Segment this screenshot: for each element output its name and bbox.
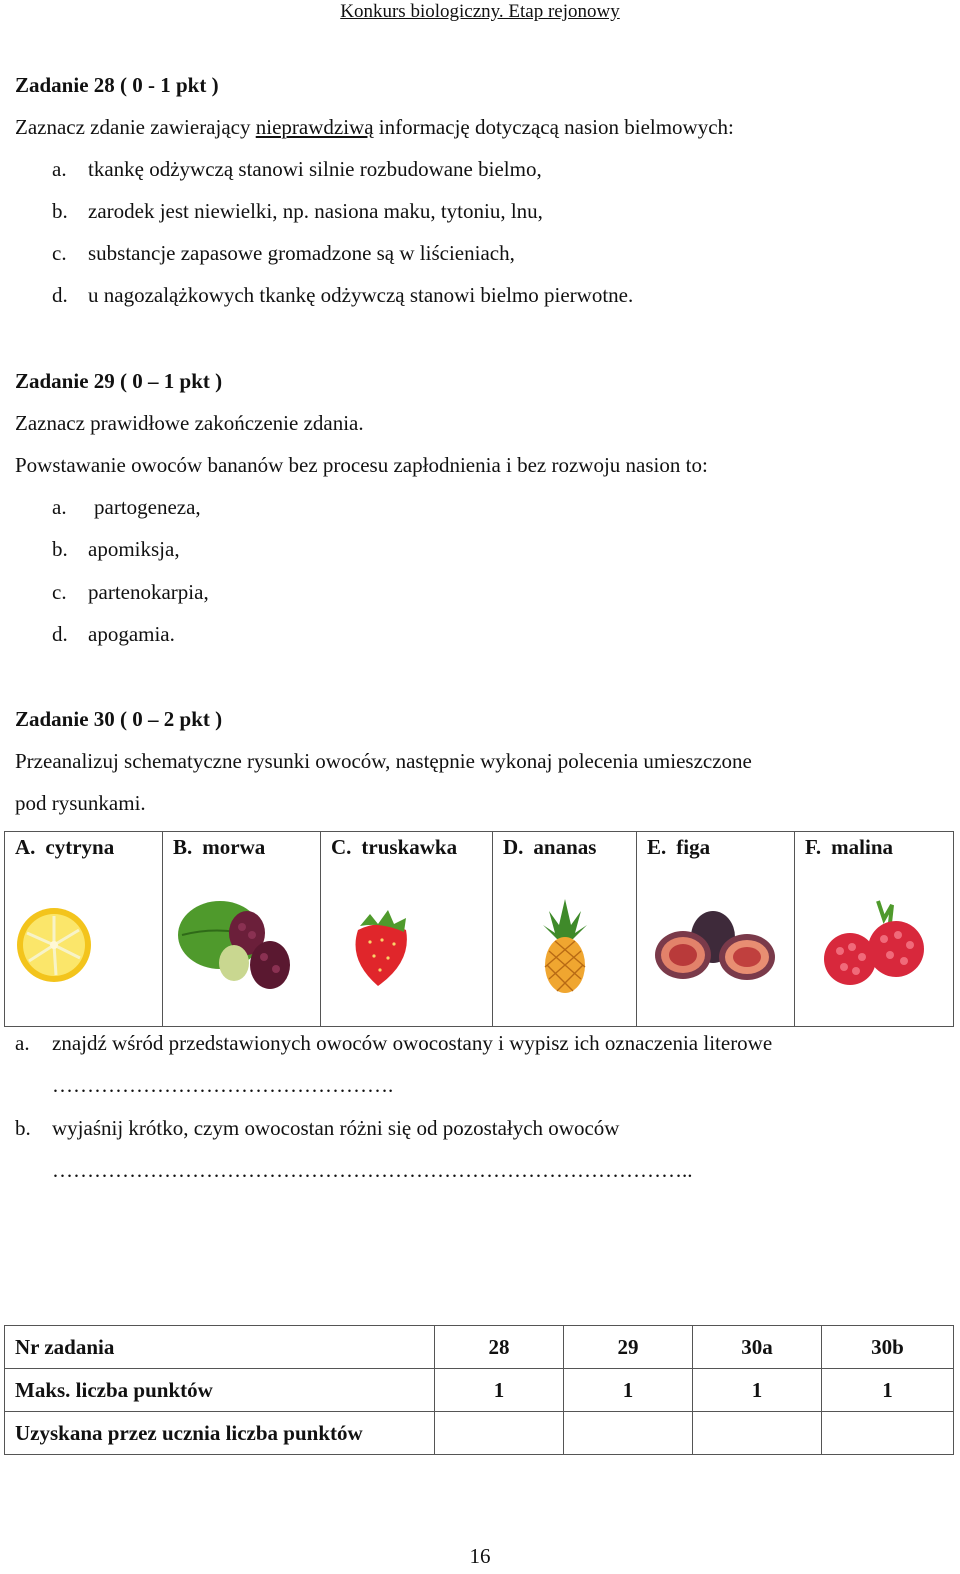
fruit-cell-c (321, 832, 493, 1027)
table-cell: 1 (564, 1369, 693, 1412)
table-cell: Uzyskana przez ucznia liczba punktów (5, 1412, 435, 1455)
table-cell: 1 (822, 1369, 954, 1412)
task-30-question-b (15, 1116, 619, 1141)
option-letter: b. (52, 537, 68, 561)
task-28-option-d[interactable] (52, 283, 633, 308)
table-cell: Maks. liczba punktów (5, 1369, 435, 1412)
option-text: partogeneza, (94, 495, 201, 519)
fruit-cell-f (795, 832, 954, 1027)
fruit-name: morwa (202, 835, 266, 859)
task-29-option-c[interactable] (52, 580, 209, 605)
task-28-option-b[interactable] (52, 199, 543, 224)
fruit-label (5, 832, 162, 860)
fruit-label (321, 832, 492, 860)
raspberry-icon (795, 890, 953, 1000)
fruit-label (637, 832, 794, 860)
task-29-option-b[interactable] (52, 537, 180, 562)
fruit-cell-a (5, 832, 163, 1027)
option-letter: d. (52, 622, 68, 646)
fruit-name: cytryna (45, 835, 115, 859)
fruits-table (4, 831, 954, 1027)
option-text: zarodek jest niewielki, np. nasiona maku, tytoniu, lnu, (88, 199, 543, 223)
page-number: 16 (469, 1544, 491, 1568)
fruit-letter: C. (331, 835, 352, 859)
prompt-text: Zaznacz zdanie zawierający (15, 115, 256, 139)
task-29-option-a[interactable] (52, 495, 201, 520)
table-row (5, 1412, 954, 1455)
pineapple-icon (493, 890, 636, 1000)
task-28-option-c[interactable] (52, 241, 515, 266)
option-letter: b. (52, 199, 68, 223)
lemon-icon (0, 890, 162, 1000)
option-letter: c. (52, 241, 67, 265)
prompt-underlined: nieprawdziwą (255, 115, 374, 139)
header-text: Konkurs biologiczny. Etap rejonowy (340, 1, 620, 22)
task-30-title: Zadanie 30 ( 0 – 2 pkt ) (15, 707, 223, 731)
task-30-line-1: Przeanalizuj schematyczne rysunki owoców, następnie wykonaj polecenia umieszczone (15, 749, 752, 773)
score-table (4, 1325, 954, 1455)
score-input-30a[interactable] (693, 1412, 822, 1455)
table-cell: 28 (435, 1326, 564, 1369)
strawberry-icon (271, 890, 492, 1000)
question-text: znajdź wśród przedstawionych owoców owocostany i wypisz ich oznaczenia literowe (52, 1031, 773, 1055)
task-28-option-a[interactable] (52, 157, 542, 182)
fruit-cell-d (493, 832, 637, 1027)
fruit-letter: A. (15, 835, 36, 859)
question-text: wyjaśnij krótko, czym owocostan różni się od pozostałych owoców (52, 1116, 620, 1140)
option-text: partenokarpia, (88, 580, 209, 604)
answer-line-b[interactable]: ……………………………………………………………………………….. (52, 1158, 693, 1182)
table-cell: Nr zadania (5, 1326, 435, 1369)
score-input-29[interactable] (564, 1412, 693, 1455)
task-29-option-d[interactable] (52, 622, 175, 647)
task-28-prompt (15, 115, 734, 140)
option-letter: a. (52, 157, 67, 181)
table-row (5, 1369, 954, 1412)
fruit-cell-e (637, 832, 795, 1027)
option-letter: a. (52, 495, 67, 519)
table-cell: 29 (564, 1326, 693, 1369)
fruit-label (795, 832, 953, 860)
option-text: apomiksja, (88, 537, 180, 561)
fruit-letter: E. (647, 835, 667, 859)
answer-line-a[interactable]: …………………………………………. (52, 1073, 394, 1097)
table-cell: 1 (435, 1369, 564, 1412)
table-cell: 30b (822, 1326, 954, 1369)
table-cell: 1 (693, 1369, 822, 1412)
fruit-name: ananas (533, 835, 597, 859)
option-text: tkankę odżywczą stanowi silnie rozbudowane bielmo, (88, 157, 542, 181)
fruit-label (163, 832, 320, 860)
fruit-name: figa (676, 835, 711, 859)
fruit-letter: D. (503, 835, 524, 859)
task-29-line-1: Zaznacz prawidłowe zakończenie zdania. (15, 411, 364, 435)
option-text: apogamia. (88, 622, 175, 646)
question-letter: a. (15, 1031, 30, 1055)
score-input-28[interactable] (435, 1412, 564, 1455)
option-text: substancje zapasowe gromadzone są w liścieniach, (88, 241, 515, 265)
fruit-name: malina (831, 835, 893, 859)
fruit-label (493, 832, 636, 860)
fruit-name: truskawka (361, 835, 458, 859)
question-letter: b. (15, 1116, 31, 1140)
fruit-letter: F. (805, 835, 822, 859)
task-28-title: Zadanie 28 ( 0 - 1 pkt ) (15, 73, 219, 97)
prompt-text: informację dotyczącą nasion bielmowych: (373, 115, 734, 139)
table-cell: 30a (693, 1326, 822, 1369)
page-header (0, 0, 960, 30)
task-30-question-a (15, 1031, 772, 1056)
fruit-letter: B. (173, 835, 193, 859)
task-29-title: Zadanie 29 ( 0 – 1 pkt ) (15, 369, 223, 393)
fig-icon (637, 890, 794, 1000)
task-30-line-2: pod rysunkami. (15, 791, 146, 815)
score-input-30b[interactable] (822, 1412, 954, 1455)
option-letter: d. (52, 283, 68, 307)
option-letter: c. (52, 580, 67, 604)
task-29-line-2: Powstawanie owoców bananów bez procesu zapłodnienia i bez rozwoju nasion to: (15, 453, 708, 477)
table-row (5, 1326, 954, 1369)
option-text: u nagozalążkowych tkankę odżywczą stanowi bielmo pierwotne. (88, 283, 634, 307)
